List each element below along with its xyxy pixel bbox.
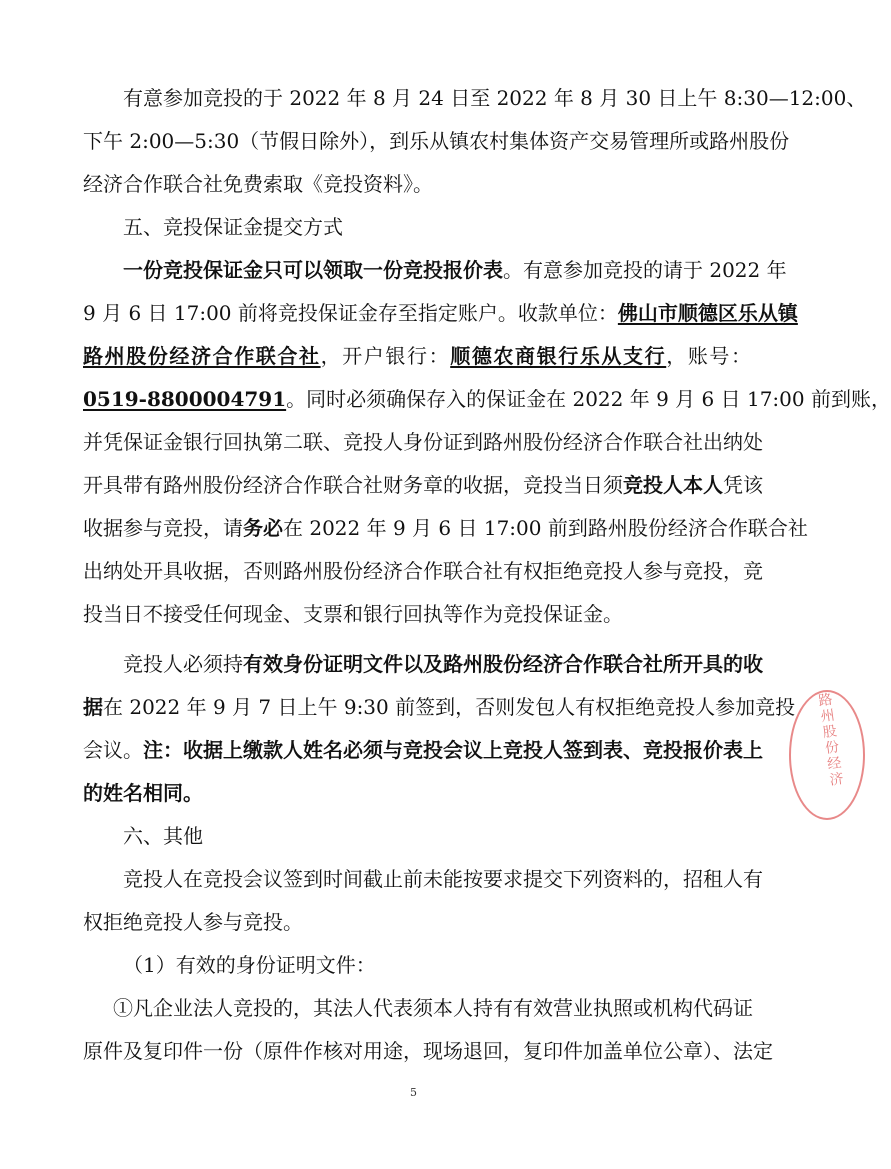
bold-text: 有效身份证明文件以及路州股份经济合作联合社所开具的收: [243, 652, 763, 676]
paragraph-line: 原件及复印件一份（原件作核对用途，现场退回，复印件加盖单位公章）、法定: [83, 1039, 773, 1063]
paragraph-line: 开具带有路州股份经济合作联合社财务章的收据，竞投当日须竞投人本人凭该: [83, 473, 763, 497]
official-seal: [789, 690, 865, 820]
paragraph-line: ①凡企业法人竞投的，其法人代表须本人持有有效营业执照或机构代码证: [113, 996, 753, 1020]
paragraph-line: 9 月 6 日 17:00 前将竞投保证金存至指定账户。收款单位：佛山市顺德区乐从镇: [83, 301, 798, 325]
account-number: 0519-8800004791: [83, 387, 287, 411]
paragraph-line: 并凭保证金银行回执第二联、竞投人身份证到路州股份经济合作联合社出纳处: [83, 430, 763, 454]
paragraph-line: 据在 2022 年 9 月 7 日上午 9:30 前签到，否则发包人有权拒绝竞投人参加竞投: [83, 695, 796, 719]
paragraph-line: 出纳处开具收据，否则路州股份经济合作联合社有权拒绝竞投人参与竞投，竞: [83, 559, 763, 583]
paragraph-line: 竞投人在竞投会议签到时间截止前未能按要求提交下列资料的，招租人有: [123, 867, 763, 891]
seal-text: 路州股份经济: [815, 691, 845, 789]
paragraph-line: 路州股份经济合作联合社，开户银行：顺德农商银行乐从支行，账号：: [83, 344, 752, 368]
paragraph-line: 投当日不接受任何现金、支票和银行回执等作为竞投保证金。: [83, 602, 623, 626]
paragraph-line: 竞投人必须持有效身份证明文件以及路州股份经济合作联合社所开具的收: [123, 652, 763, 676]
page-number: 5: [410, 1086, 417, 1099]
bold-text: 注：收据上缴款人姓名必须与竞投会议上竞投人签到表、竞投报价表上: [143, 738, 763, 762]
paragraph-line: 0519-8800004791。同时必须确保存入的保证金在 2022 年 9 月 6 日 17:00 前到账，: [83, 387, 891, 411]
paragraph-line: 下午 2:00—5:30（节假日除外），到乐从镇农村集体资产交易管理所或路州股份: [83, 129, 790, 153]
paragraph-line: 收据参与竞投，请务必在 2022 年 9 月 6 日 17:00 前到路州股份经济合作联合社: [83, 516, 808, 540]
payee-name: 路州股份经济合作联合社: [83, 344, 321, 368]
bold-text: 的姓名相同。: [83, 781, 203, 805]
bold-text: 竞投人本人: [623, 473, 723, 497]
paragraph-line: 权拒绝竞投人参与竞投。: [83, 910, 303, 934]
list-item-heading: （1）有效的身份证明文件：: [123, 953, 376, 977]
bank-name: 顺德农商银行乐从支行: [450, 344, 667, 368]
section-heading-other: 六、其他: [123, 824, 203, 848]
paragraph-line: 一份竞投保证金只可以领取一份竞投报价表。有意参加竞投的请于 2022 年: [123, 258, 787, 282]
paragraph-line: 会议。注：收据上缴款人姓名必须与竞投会议上竞投人签到表、竞投报价表上: [83, 738, 763, 762]
section-heading-deposit: 五、竞投保证金提交方式: [123, 215, 343, 239]
bold-text: 一份竞投保证金只可以领取一份竞投报价表: [123, 258, 503, 282]
bold-text: 务必: [243, 516, 283, 540]
paragraph-line: [83, 779, 751, 807]
paragraph-line: 有意参加竞投的于 2022 年 8 月 24 日至 2022 年 8 月 30 日上午 8:30—12:00、: [123, 86, 867, 110]
paragraph-line: 经济合作联合社免费索取《竞投资料》。: [83, 172, 433, 196]
bold-text: 据: [83, 695, 103, 719]
payee-name: 佛山市顺德区乐从镇: [617, 301, 798, 325]
